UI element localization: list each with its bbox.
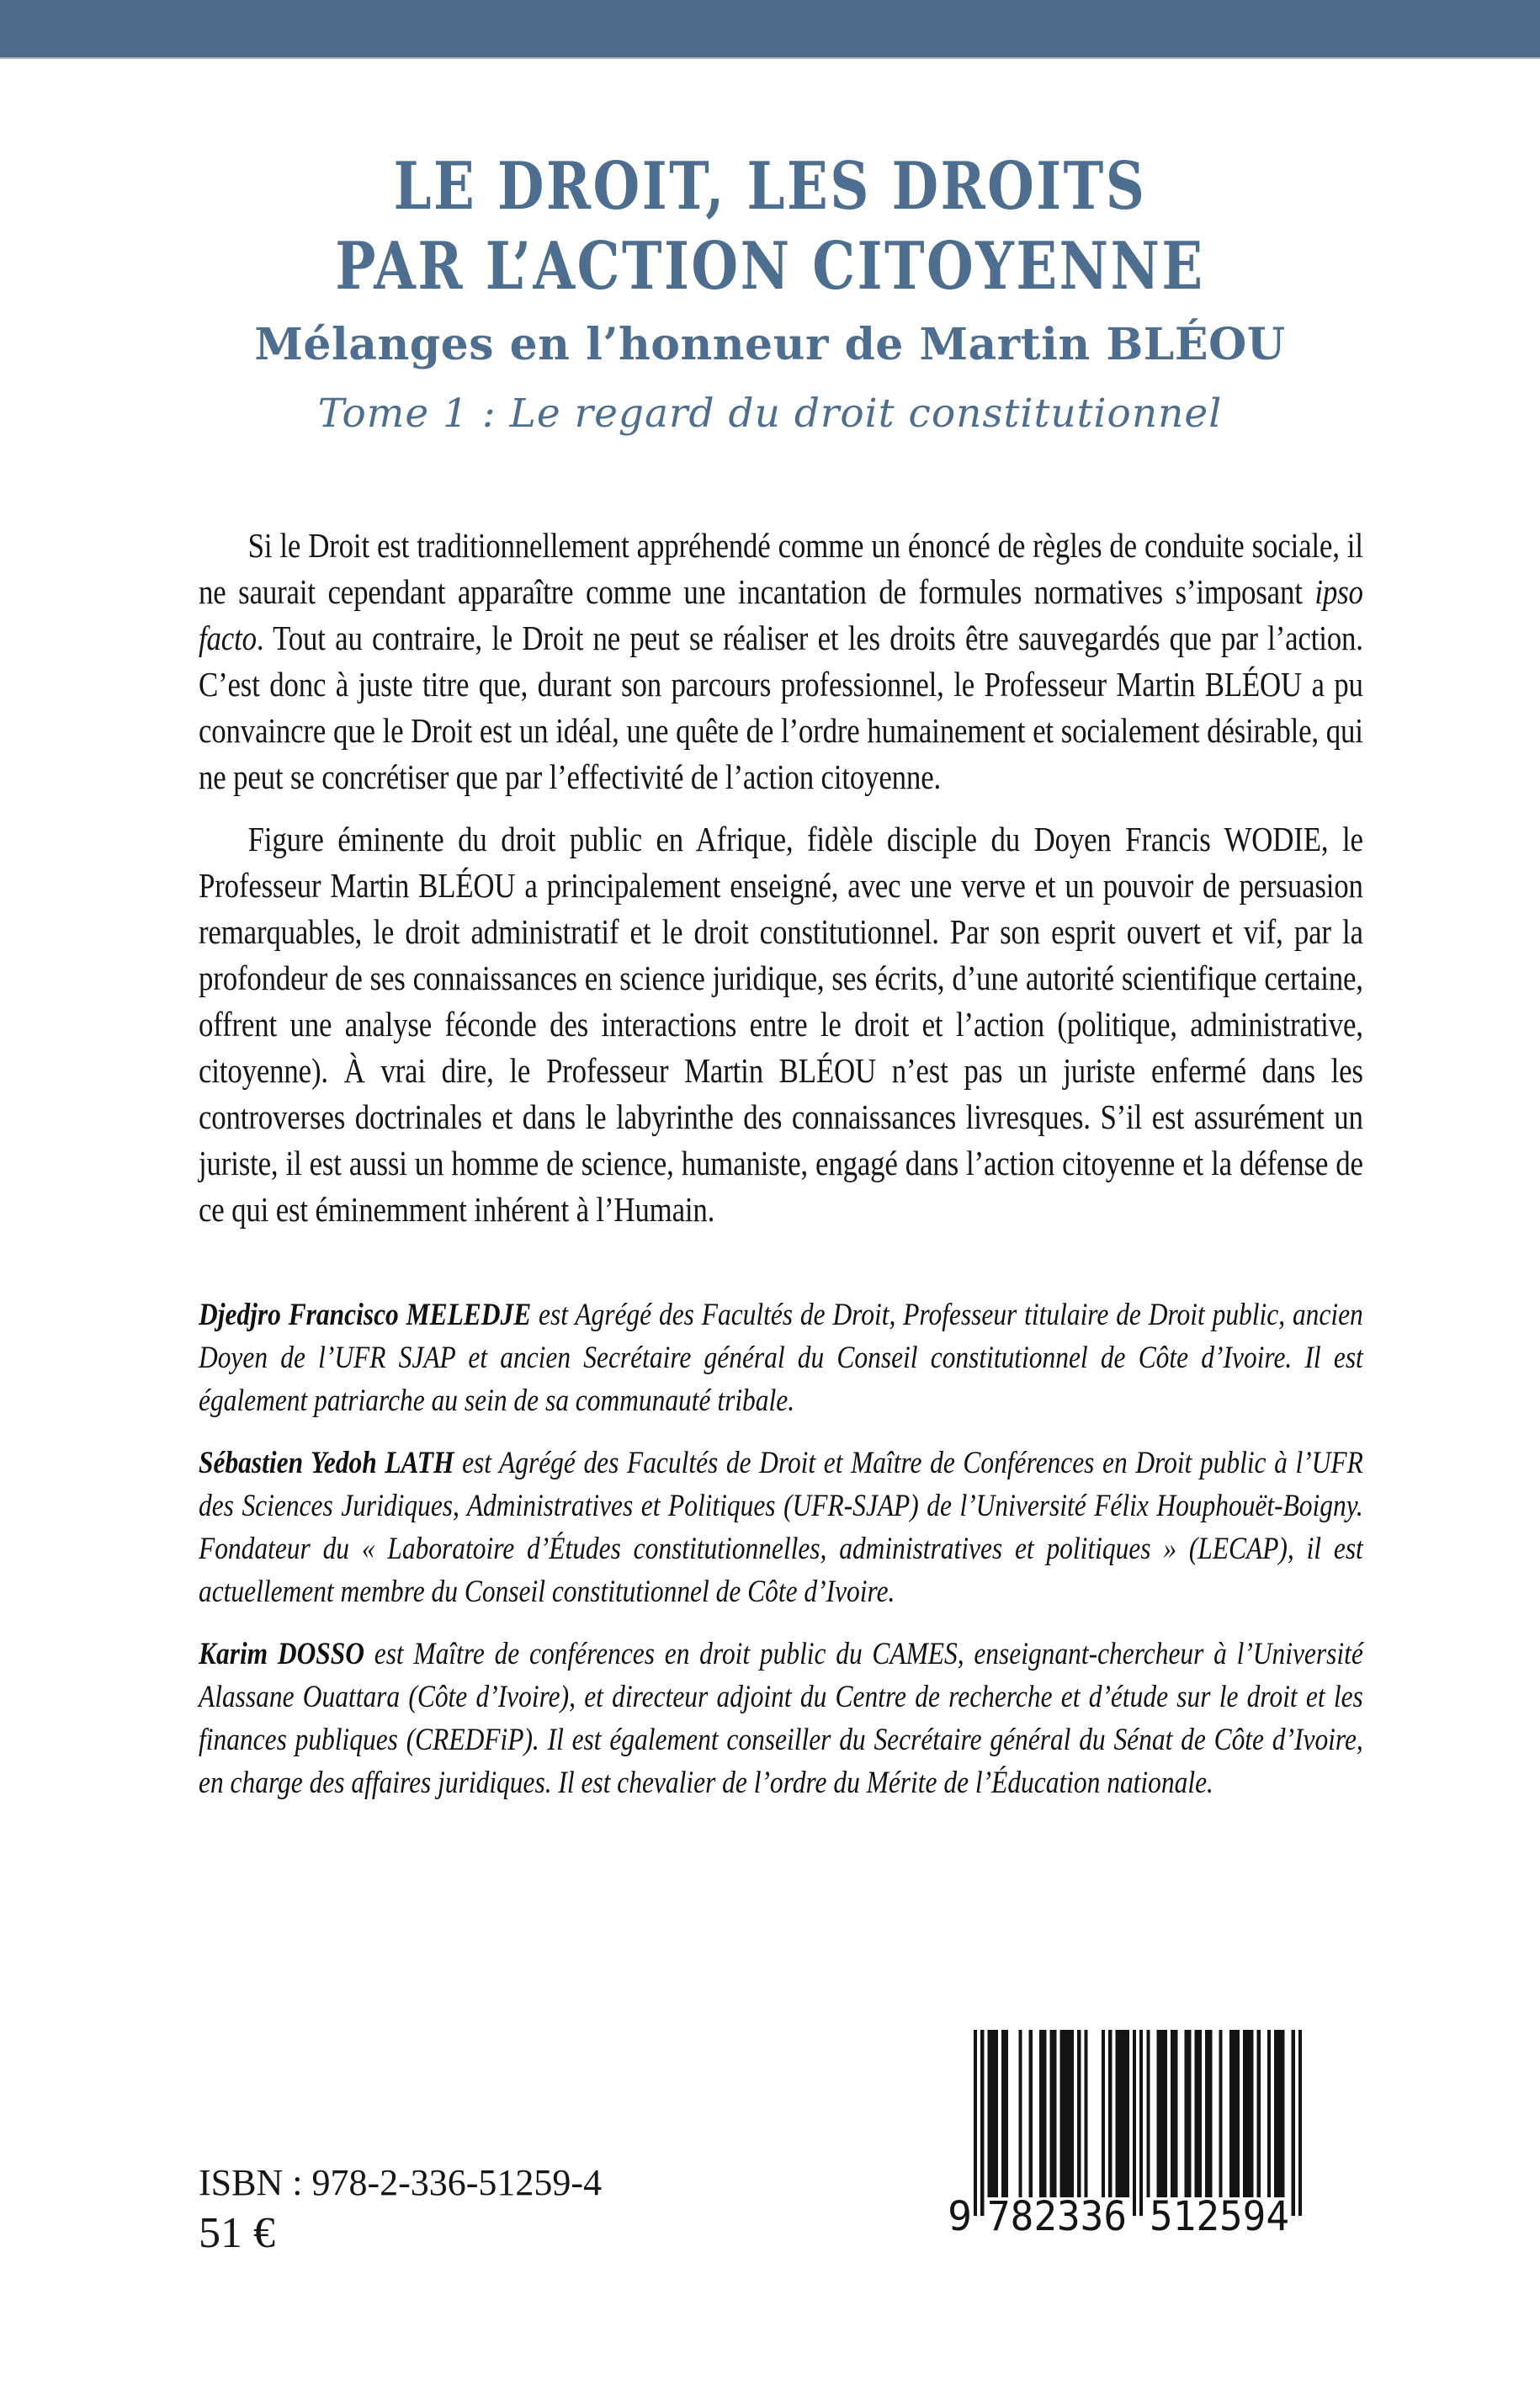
tome-line: Tome 1 : Le regard du droit constitutionnel bbox=[317, 390, 1223, 437]
book-subtitle: Mélanges en l’honneur de Martin BLÉOU bbox=[254, 319, 1286, 370]
ean13-barcode bbox=[934, 2030, 1302, 2240]
book-title-line2: PAR L’ACTION CITOYENNE bbox=[335, 228, 1205, 305]
author-bio-dosso bbox=[199, 1633, 1363, 1804]
author-bio-text: est Agrégé des Facultés de Droit et Maître de Conférences en Droit public à l’UFR des Sciences Juridiques, Administratives et Politiques (UFR-SJAP) de l’Université Félix Houphouët-Boigny. Fondateur du « Laboratoire d’Études constitutionnelles, administratives et politiques » (LECAP), il est actuellement membre du Conseil constitutionnel de Côte d’Ivoire. bbox=[199, 1446, 1363, 1609]
author-name: Djedjro Francisco MELEDJE bbox=[199, 1298, 532, 1332]
isbn-label: ISBN : 978-2-336-51259-4 bbox=[199, 2162, 603, 2203]
synopsis-paragraph-1 bbox=[199, 523, 1363, 800]
author-name: Karim DOSSO bbox=[199, 1637, 365, 1671]
author-bio-meledje bbox=[199, 1293, 1363, 1422]
ean13-barcode-svg bbox=[934, 2030, 1302, 2240]
barcode-digits-left: 782336 bbox=[987, 2193, 1127, 2240]
synopsis-paragraph-1-text: Si le Droit est traditionnellement appréhendé comme un énoncé de règles de conduite sociale, il ne saurait cependant apparaître comme une incantation de formules normatives s’imposant bbox=[199, 526, 1363, 611]
synopsis-paragraph-1-rest: . Tout au contraire, le Droit ne peut se réaliser et les droits être sauvegardés que par l’action. C’est donc à juste titre que, durant son parcours professionnel, le Professeur Martin BLÉOU a pu convaincre que le Droit est un idéal, une quête de l’ordre humainement et socialement désirable, qui ne peut se concrétiser que par l’effectivité de l’action citoyenne. bbox=[199, 619, 1363, 796]
synopsis-paragraph-2: Figure éminente du droit public en Afrique, fidèle disciple du Doyen Francis WODIE, le Professeur Martin BLÉOU a principalement enseigné, avec une verve et un pouvoir de persuasion remarquables, le droit administratif et le droit constitutionnel. Par son esprit ouvert et vif, par la profondeur de ses connaissances en science juridique, ses écrits, d’une autorité scientifique certaine, offrent une analyse féconde des interactions entre le droit et l’action (politique, administrative, citoyenne). À vrai dire, le Professeur Martin BLÉOU n’est pas un juriste enfermé dans les controverses doctrinales et dans le labyrinthe des connaissances livresques. S’il est assurément un juriste, il est aussi un homme de science, humaniste, engagé dans l’action citoyenne et la défense de ce qui est éminemment inhérent à l’Humain. bbox=[199, 820, 1363, 1229]
author-bio-text: est Maître de conférences en droit public du CAMES, enseignant-chercheur à l’Université Alassane Ouattara (Côte d’Ivoire), et directeur adjoint du Centre de recherche et d’étude sur le droit et les finances publiques (CREDFiP). Il est également conseiller du Secrétaire général du Sénat de Côte d’Ivoire, en charge des affaires juridiques. Il est chevalier de l’ordre du Mérite de l’Éducation nationale. bbox=[199, 1637, 1363, 1800]
author-name: Sébastien Yedoh LATH bbox=[199, 1446, 454, 1480]
book-title-line1: LE DROIT, LES DROITS bbox=[393, 148, 1147, 225]
author-bio-text: est Agrégé des Facultés de Droit, Professeur titulaire de Droit public, ancien Doyen de l’UFR SJAP et ancien Secrétaire général du Conseil constitutionnel de Côte d’Ivoire. Il est également patriarche au sein de sa communauté tribale. bbox=[199, 1298, 1363, 1418]
price-label: 51 € bbox=[199, 2209, 275, 2257]
author-bios bbox=[199, 1293, 1363, 1804]
top-color-band bbox=[0, 0, 1540, 59]
barcode-bars bbox=[974, 2030, 1302, 2216]
barcode-digits-right: 512594 bbox=[1150, 2193, 1289, 2240]
latin-phrase-italic: ipso facto bbox=[199, 572, 1363, 657]
barcode-digit-outer: 9 bbox=[948, 2193, 972, 2240]
back-cover-text-column bbox=[199, 523, 1363, 1824]
author-bio-lath bbox=[199, 1442, 1363, 1613]
